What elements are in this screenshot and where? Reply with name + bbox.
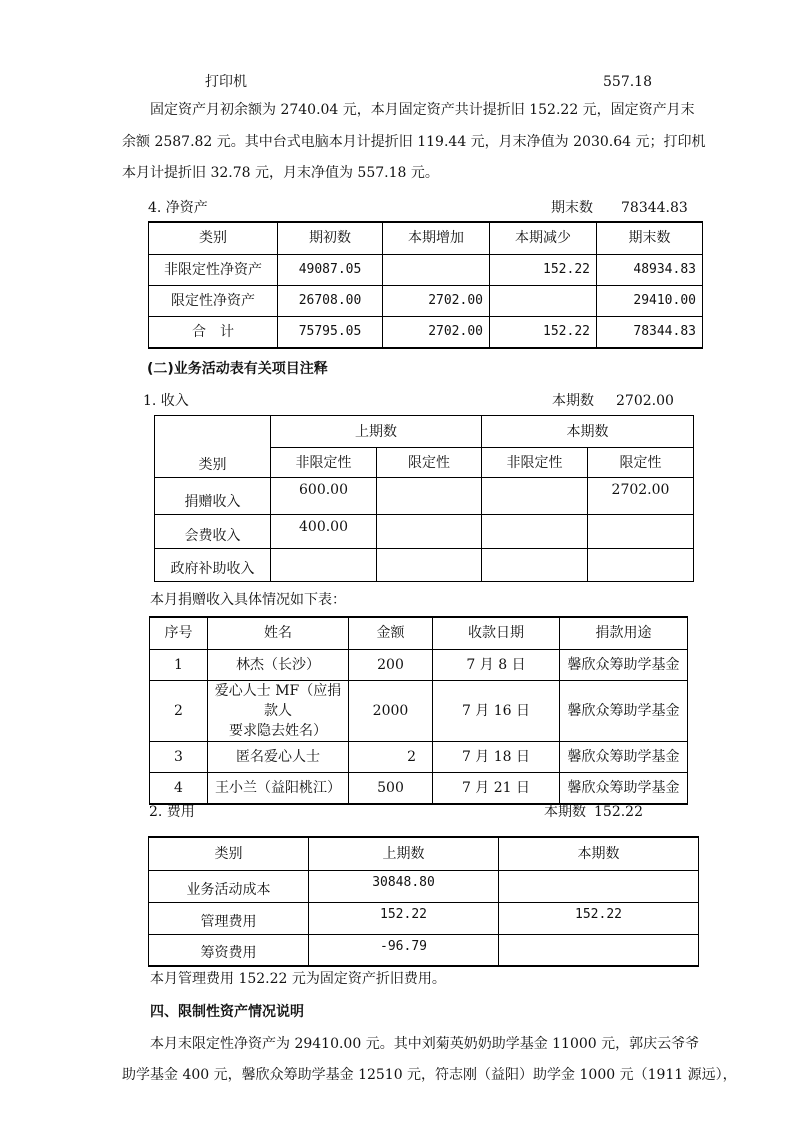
category-cell: 非限定性净资产 xyxy=(149,254,278,285)
net-assets-end-label: 期末数 xyxy=(551,200,593,216)
donations-header-use: 捐款用途 xyxy=(560,617,688,649)
income-period-label: 本期数 xyxy=(552,393,594,409)
net-assets-header-closing: 期末数 xyxy=(597,222,703,254)
number-cell: 3 xyxy=(150,741,208,772)
table-row xyxy=(150,680,688,741)
decrease-cell xyxy=(490,285,597,316)
table-row xyxy=(155,515,694,549)
net-assets-end-value: 78344.83 xyxy=(621,200,688,216)
number-cell: 1 xyxy=(150,649,208,680)
expenses-period-label: 本期数 xyxy=(544,804,586,820)
expenses-header-category: 类别 xyxy=(149,837,309,870)
table-row xyxy=(149,254,703,285)
previous-cell: -96.79 xyxy=(309,934,499,966)
value-cell xyxy=(482,549,588,582)
increase-cell: 2702.00 xyxy=(383,316,490,348)
income-period-value: 2702.00 xyxy=(616,393,674,409)
value-cell: 600.00 xyxy=(271,478,377,515)
category-cell: 限定性净资产 xyxy=(149,285,278,316)
printer-label: 打印机 xyxy=(205,74,247,90)
value-cell: 2702.00 xyxy=(588,478,694,515)
decrease-cell: 152.22 xyxy=(490,254,597,285)
increase-cell: 2702.00 xyxy=(383,285,490,316)
closing-cell: 78344.83 xyxy=(597,316,703,348)
number-cell: 4 xyxy=(150,772,208,804)
income-table xyxy=(154,415,694,582)
table-row xyxy=(149,934,699,966)
table-row xyxy=(155,478,694,515)
expenses-heading: 2. 费用 xyxy=(149,804,195,820)
income-sub-header: 非限定性 xyxy=(482,448,588,478)
expenses-header-previous: 上期数 xyxy=(309,837,499,870)
section-4-line-1: 本月末限定性净资产为 29410.00 元。其中刘菊英奶奶助学基金 11000 元，郭庆云爷爷 xyxy=(150,1036,700,1052)
net-assets-header-category: 类别 xyxy=(149,222,278,254)
category-cell: 业务活动成本 xyxy=(149,870,309,902)
category-cell: 政府补助收入 xyxy=(155,549,271,582)
income-group-header-row xyxy=(155,416,694,448)
current-cell xyxy=(499,934,699,966)
donations-header-amount: 金额 xyxy=(349,617,433,649)
printer-value: 557.18 xyxy=(603,74,652,90)
opening-cell: 75795.05 xyxy=(278,316,383,348)
table-row xyxy=(155,549,694,582)
value-cell xyxy=(588,515,694,549)
amount-cell: 500 xyxy=(349,772,433,804)
previous-cell: 30848.80 xyxy=(309,870,499,902)
income-header-category: 类别 xyxy=(155,416,271,478)
table-row xyxy=(149,316,703,348)
use-cell: 馨欣众筹助学基金 xyxy=(560,649,688,680)
name-line-1: 爱心人士 MF（应捐款人 xyxy=(214,682,342,719)
net-assets-table xyxy=(148,221,703,349)
donations-header-date: 收款日期 xyxy=(433,617,560,649)
decrease-cell: 152.22 xyxy=(490,316,597,348)
value-cell xyxy=(482,515,588,549)
donations-header-number: 序号 xyxy=(150,617,208,649)
amount-cell: 200 xyxy=(349,649,433,680)
table-row xyxy=(150,649,688,680)
donations-header-row xyxy=(150,617,688,649)
fixed-assets-paragraph-line-1: 固定资产月初余额为 2740.04 元，本月固定资产共计提折旧 152.22 元，固定资产月末 xyxy=(150,102,695,118)
amount-cell: 2000 xyxy=(349,680,433,741)
donations-header-name: 姓名 xyxy=(208,617,349,649)
category-cell: 捐赠收入 xyxy=(155,478,271,515)
donations-intro: 本月捐赠收入具体情况如下表： xyxy=(150,592,346,608)
value-cell xyxy=(377,549,482,582)
opening-cell: 49087.05 xyxy=(278,254,383,285)
value-cell xyxy=(377,515,482,549)
expenses-header-row xyxy=(149,837,699,870)
name-cell xyxy=(208,680,349,741)
value-cell xyxy=(588,549,694,582)
expenses-table xyxy=(148,836,699,967)
net-assets-header-decrease: 本期减少 xyxy=(490,222,597,254)
category-cell: 合 计 xyxy=(149,316,278,348)
name-cell: 林杰（长沙） xyxy=(208,649,349,680)
table-row xyxy=(150,772,688,804)
date-cell: 7 月 8 日 xyxy=(433,649,560,680)
net-assets-header-opening: 期初数 xyxy=(278,222,383,254)
amount-cell: 2 xyxy=(349,741,433,772)
income-sub-header: 限定性 xyxy=(588,448,694,478)
net-assets-header-row xyxy=(149,222,703,254)
net-assets-heading: 4. 净资产 xyxy=(148,200,208,216)
table-row xyxy=(150,741,688,772)
closing-cell: 48934.83 xyxy=(597,254,703,285)
closing-cell: 29410.00 xyxy=(597,285,703,316)
category-cell: 筹资费用 xyxy=(149,934,309,966)
current-cell xyxy=(499,870,699,902)
fixed-assets-paragraph-line-2: 余额 2587.82 元。其中台式电脑本月计提折旧 119.44 元，月末净值为 2030.64 元；打印机 xyxy=(122,134,706,150)
donations-table xyxy=(149,616,688,805)
income-heading: 1. 收入 xyxy=(143,393,189,409)
category-cell: 会费收入 xyxy=(155,515,271,549)
expenses-note: 本月管理费用 152.22 元为固定资产折旧费用。 xyxy=(150,971,446,987)
table-row xyxy=(149,902,699,934)
use-cell: 馨欣众筹助学基金 xyxy=(560,680,688,741)
income-header-current: 本期数 xyxy=(482,416,694,448)
value-cell xyxy=(482,478,588,515)
category-cell: 管理费用 xyxy=(149,902,309,934)
previous-cell: 152.22 xyxy=(309,902,499,934)
section-2-heading: (二)业务活动表有关项目注释 xyxy=(147,361,328,377)
section-4-heading: 四、限制性资产情况说明 xyxy=(150,1004,304,1020)
income-sub-header: 非限定性 xyxy=(271,448,377,478)
expenses-header-current: 本期数 xyxy=(499,837,699,870)
section-4-line-2: 助学基金 400 元，馨欣众筹助学基金 12510 元，符志刚（益阳）助学金 1000 元（1911 源远）， xyxy=(122,1067,737,1083)
value-cell xyxy=(271,549,377,582)
name-cell: 匿名爱心人士 xyxy=(208,741,349,772)
income-header-previous: 上期数 xyxy=(271,416,482,448)
expenses-period-value: 152.22 xyxy=(594,804,643,820)
number-cell: 2 xyxy=(150,680,208,741)
increase-cell xyxy=(383,254,490,285)
current-cell: 152.22 xyxy=(499,902,699,934)
name-line-2: 要求隐去姓名） xyxy=(229,722,327,739)
table-row xyxy=(149,870,699,902)
date-cell: 7 月 18 日 xyxy=(433,741,560,772)
table-row xyxy=(149,285,703,316)
fixed-assets-paragraph-line-3: 本月计提折旧 32.78 元，月末净值为 557.18 元。 xyxy=(122,165,439,181)
use-cell: 馨欣众筹助学基金 xyxy=(560,772,688,804)
income-sub-header: 限定性 xyxy=(377,448,482,478)
use-cell: 馨欣众筹助学基金 xyxy=(560,741,688,772)
value-cell xyxy=(377,478,482,515)
opening-cell: 26708.00 xyxy=(278,285,383,316)
date-cell: 7 月 16 日 xyxy=(433,680,560,741)
net-assets-header-increase: 本期增加 xyxy=(383,222,490,254)
name-cell: 王小兰（益阳桃江） xyxy=(208,772,349,804)
value-cell: 400.00 xyxy=(271,515,377,549)
date-cell: 7 月 21 日 xyxy=(433,772,560,804)
